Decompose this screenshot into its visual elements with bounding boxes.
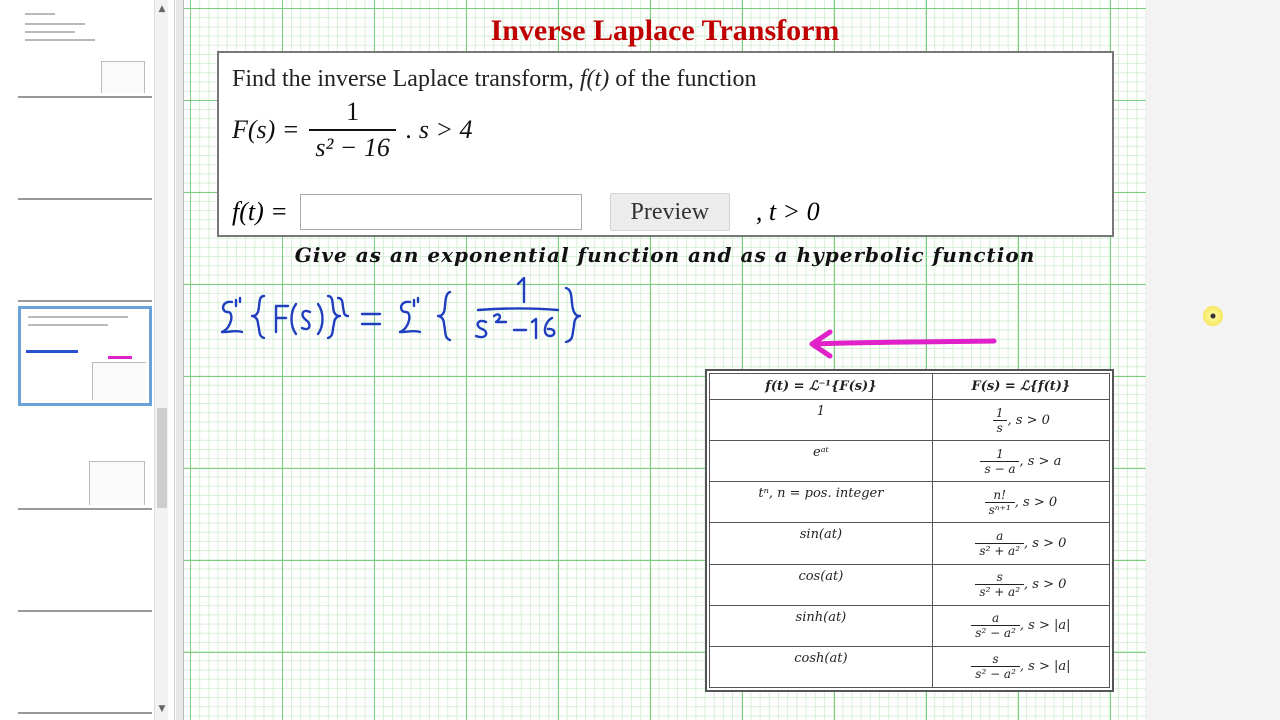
s-domain-denominator: s² − a² bbox=[971, 625, 1020, 640]
problem-prompt bbox=[232, 66, 757, 93]
slide-thumbnail-4-selected[interactable] bbox=[18, 306, 152, 406]
time-domain-cell: sinh(at) bbox=[710, 605, 933, 646]
s-domain-fraction bbox=[975, 529, 1024, 558]
table-row bbox=[710, 523, 1110, 564]
slide-canvas bbox=[184, 0, 1146, 720]
pointer-arrow-icon bbox=[804, 326, 1004, 362]
slide-thumbnail-2[interactable] bbox=[18, 100, 152, 200]
s-domain-fraction bbox=[985, 488, 1015, 517]
given-function-denominator: s² − 16 bbox=[309, 129, 395, 163]
s-domain-condition: , s > 0 bbox=[1007, 412, 1050, 428]
s-domain-condition: , s > |a| bbox=[1019, 659, 1071, 675]
s-domain-denominator: s² + a² bbox=[975, 543, 1024, 558]
s-domain-condition: , s > a bbox=[1019, 453, 1062, 469]
given-function-numerator: 1 bbox=[346, 97, 360, 126]
transform-table bbox=[709, 373, 1110, 688]
slide-title: Inverse Laplace Transform bbox=[490, 14, 840, 47]
s-domain-condition: , s > 0 bbox=[1024, 577, 1067, 593]
slide-thumbnail-6[interactable] bbox=[18, 512, 152, 612]
header-time-domain: f(t) = ℒ⁻¹{F(s)} bbox=[710, 374, 933, 400]
s-domain-numerator: 1 bbox=[995, 405, 1004, 420]
preview-button[interactable]: Preview bbox=[610, 193, 730, 231]
table-row bbox=[710, 482, 1110, 523]
table-row bbox=[710, 646, 1110, 687]
s-domain-cell bbox=[932, 605, 1109, 646]
s-domain-fraction bbox=[975, 570, 1024, 599]
time-domain-cell: 1 bbox=[710, 400, 933, 441]
s-domain-condition: , s > |a| bbox=[1019, 618, 1071, 634]
table-header-row bbox=[710, 374, 1110, 400]
s-domain-numerator: n! bbox=[993, 487, 1006, 502]
table-row bbox=[710, 400, 1110, 441]
s-domain-denominator: s² − a² bbox=[971, 666, 1020, 681]
table-row bbox=[710, 605, 1110, 646]
slide-thumbnail-3[interactable] bbox=[18, 202, 152, 302]
table-row bbox=[710, 564, 1110, 605]
right-margin bbox=[1146, 0, 1280, 720]
slide-thumbnail-5[interactable] bbox=[18, 410, 152, 510]
s-domain-denominator: s² + a² bbox=[975, 584, 1024, 599]
cursor-highlight-icon bbox=[1203, 306, 1223, 326]
s-domain-cell bbox=[932, 441, 1109, 482]
time-domain-cell: cosh(at) bbox=[710, 646, 933, 687]
prompt-tail: of the function bbox=[615, 66, 757, 92]
s-domain-cell bbox=[932, 482, 1109, 523]
s-domain-cell bbox=[932, 564, 1109, 605]
prompt-function-name: f(t) bbox=[579, 66, 610, 92]
s-domain-denominator: s − a bbox=[980, 461, 1019, 476]
s-domain-denominator: sⁿ⁺¹ bbox=[985, 502, 1015, 517]
answer-input[interactable] bbox=[300, 194, 582, 230]
s-domain-denominator: s bbox=[993, 420, 1007, 435]
slide-editor-gutter bbox=[176, 0, 184, 720]
scrollbar-thumb[interactable] bbox=[157, 408, 167, 508]
thumbnail-scrollbar[interactable] bbox=[154, 0, 168, 720]
s-domain-numerator: a bbox=[992, 611, 1000, 626]
slide-thumbnail-1[interactable] bbox=[18, 0, 152, 98]
s-domain-cell bbox=[932, 646, 1109, 687]
header-s-domain: F(s) = ℒ{f(t)} bbox=[932, 374, 1109, 400]
scroll-up-arrow-icon[interactable]: ▲ bbox=[158, 4, 166, 14]
answer-condition: , t > 0 bbox=[755, 197, 820, 226]
s-domain-numerator: 1 bbox=[996, 446, 1004, 461]
s-domain-fraction bbox=[971, 611, 1020, 640]
given-function-lhs: F(s) = bbox=[232, 115, 300, 144]
s-domain-fraction bbox=[980, 447, 1019, 476]
time-domain-cell: sin(at) bbox=[710, 523, 933, 564]
s-domain-numerator: s bbox=[992, 652, 999, 667]
answer-row bbox=[232, 193, 820, 231]
prompt-text: Find the inverse Laplace transform, bbox=[232, 66, 574, 92]
s-domain-condition: , s > 0 bbox=[1014, 494, 1058, 510]
s-domain-cell bbox=[932, 400, 1109, 441]
given-function bbox=[232, 95, 473, 165]
scroll-down-arrow-icon[interactable]: ▼ bbox=[158, 704, 166, 714]
s-domain-condition: , s > 0 bbox=[1024, 535, 1067, 551]
s-domain-numerator: s bbox=[996, 570, 1003, 585]
problem-box bbox=[217, 51, 1114, 237]
table-row bbox=[710, 441, 1110, 482]
given-function-condition: . s > 4 bbox=[405, 115, 473, 144]
given-function-fraction bbox=[309, 97, 395, 163]
handwritten-annotation bbox=[214, 272, 614, 352]
s-domain-cell bbox=[932, 523, 1109, 564]
slide-thumbnail-panel bbox=[0, 0, 175, 720]
answer-label: f(t) = bbox=[232, 197, 288, 226]
instruction-text: Give as an exponential function and as a hyperbolic function bbox=[294, 243, 1036, 267]
time-domain-cell: tⁿ, n = pos. integer bbox=[710, 482, 933, 523]
time-domain-cell: eᵃᵗ bbox=[710, 441, 933, 482]
slide-thumbnail-7[interactable] bbox=[18, 614, 152, 714]
laplace-transform-table bbox=[705, 369, 1114, 692]
s-domain-fraction bbox=[971, 652, 1020, 681]
s-domain-fraction bbox=[992, 406, 1008, 435]
time-domain-cell: cos(at) bbox=[710, 564, 933, 605]
s-domain-numerator: a bbox=[996, 528, 1004, 543]
